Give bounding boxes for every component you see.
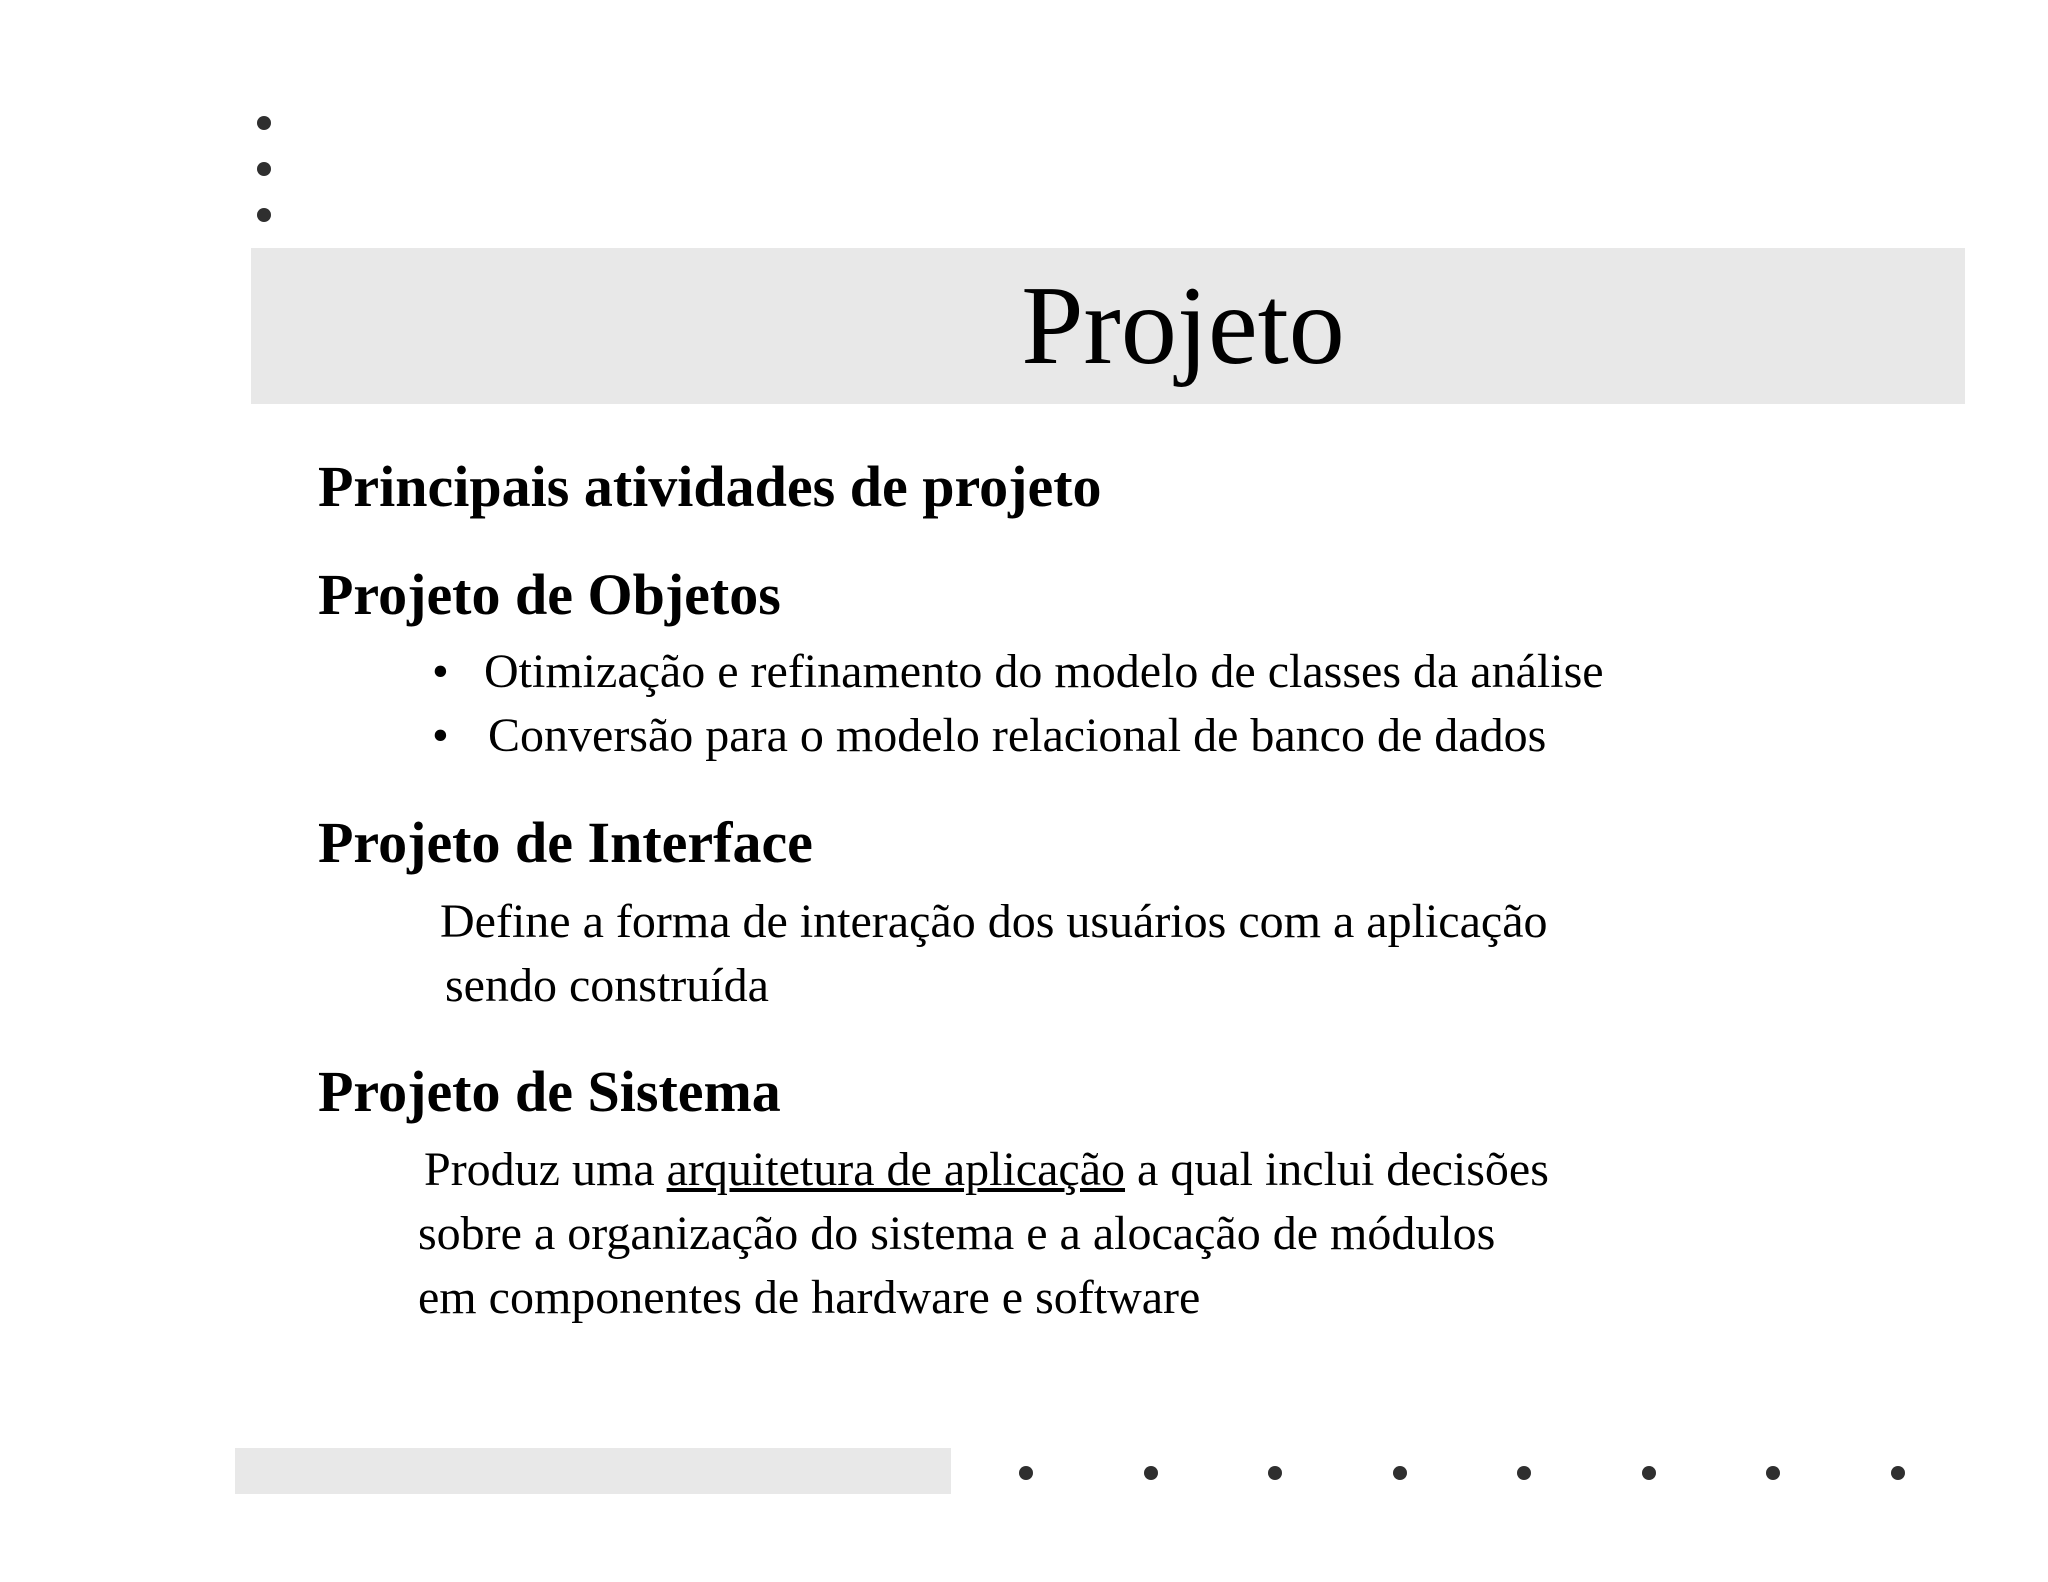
decorative-dot — [1393, 1466, 1407, 1480]
decorative-dot — [257, 162, 271, 176]
interface-description-line: Define a forma de interação dos usuários com a aplicação — [440, 895, 1548, 948]
decorative-dot — [1019, 1466, 1033, 1480]
list-item — [432, 704, 1546, 768]
bullet-icon: • — [432, 645, 449, 698]
bullet-icon: • — [432, 709, 449, 762]
decorative-dot — [257, 208, 271, 222]
list-item — [432, 640, 1604, 704]
decorative-dot — [1268, 1466, 1282, 1480]
decorative-dot — [1891, 1466, 1905, 1480]
decorative-dot — [1144, 1466, 1158, 1480]
intro-heading: Principais atividades de projeto — [318, 454, 1102, 519]
list-item-text: Otimização e refinamento do modelo de classes da análise — [484, 645, 1604, 698]
sistema-description-line — [424, 1138, 1549, 1202]
section-heading-interface: Projeto de Interface — [318, 810, 813, 875]
decorative-dot — [1517, 1466, 1531, 1480]
section-heading-sistema: Projeto de Sistema — [318, 1059, 781, 1124]
sistema-description-line: em componentes de hardware e software — [418, 1271, 1201, 1324]
section-heading-objetos: Projeto de Objetos — [318, 562, 781, 627]
sistema-text: Produz uma — [424, 1143, 667, 1196]
decorative-dot — [257, 116, 271, 130]
slide-title: Projeto — [1021, 264, 1345, 388]
sistema-text: a qual inclui decisões — [1125, 1143, 1549, 1196]
sistema-description-line: sobre a organização do sistema e a alocação de módulos — [418, 1207, 1496, 1260]
list-item-text: Conversão para o modelo relacional de banco de dados — [488, 709, 1547, 762]
decorative-dot — [1642, 1466, 1656, 1480]
underlined-term: arquitetura de aplicação — [666, 1143, 1126, 1196]
decorative-dot — [1766, 1466, 1780, 1480]
interface-description-line: sendo construída — [445, 959, 769, 1012]
footer-band — [235, 1448, 951, 1494]
